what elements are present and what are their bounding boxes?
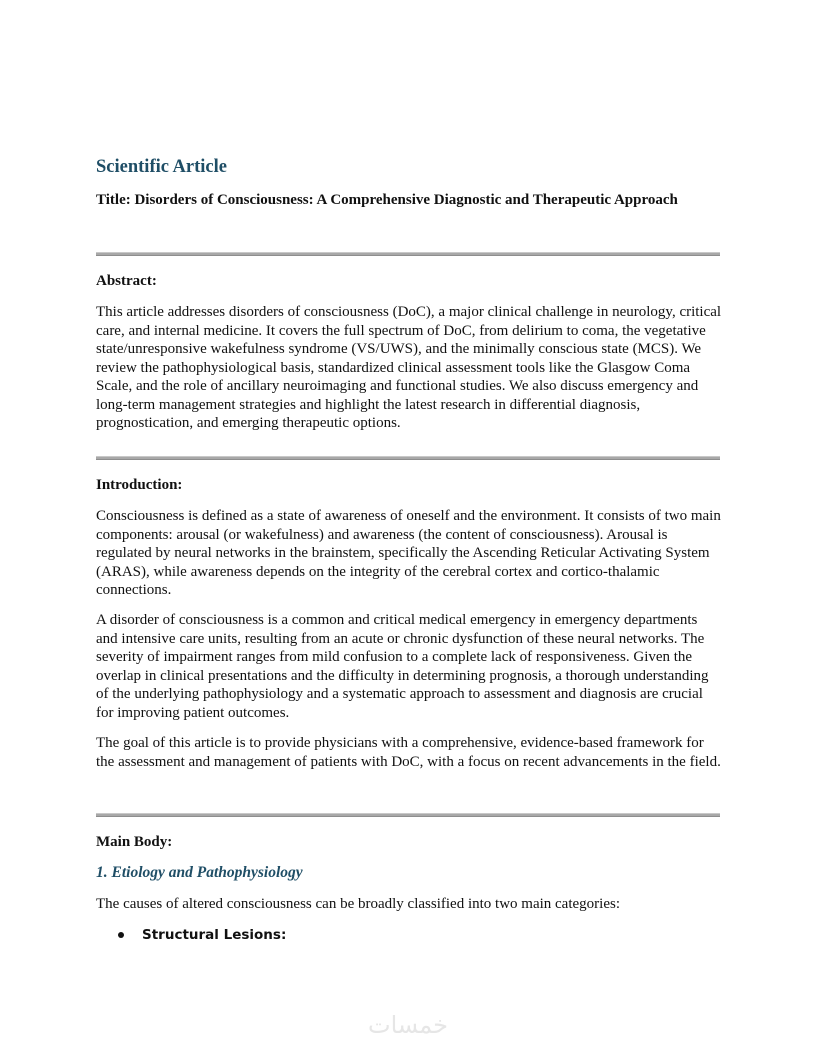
horizontal-divider xyxy=(96,813,720,817)
horizontal-divider xyxy=(96,456,720,460)
bullet-text: Structural Lesions: xyxy=(142,927,287,943)
introduction-heading: Introduction: xyxy=(96,477,183,493)
introduction-paragraph: Consciousness is defined as a state of awareness of oneself and the environment. It consists of two main components: arousal (or wakefulness) and awareness (the content of consciousness). Arousal is regulated by neural networks in the brainstem, specifically the Ascending Reticular Activating System (ARAS), while awareness depends on the integrity of the cerebral cortex and cortico-thalamic connections. xyxy=(96,508,721,598)
article-title: Title: Disorders of Consciousness: A Comprehensive Diagnostic and Therapeutic Approach xyxy=(96,192,678,208)
abstract-heading: Abstract: xyxy=(96,273,157,289)
watermark-logo xyxy=(356,1010,461,1040)
main-body-paragraph: The causes of altered consciousness can be broadly classified into two main categories: xyxy=(96,896,620,912)
watermark-text: خمسات xyxy=(367,1011,449,1039)
horizontal-divider xyxy=(96,252,720,256)
introduction-paragraph: The goal of this article is to provide physicians with a comprehensive, evidence-based framework for the assessment and management of patients with DoC, with a focus on recent advancements in the field. xyxy=(96,735,721,770)
document-type-label: Scientific Article xyxy=(96,157,227,177)
introduction-paragraph: A disorder of consciousness is a common and critical medical emergency in emergency departments and intensive care units, resulting from an acute or chronic dysfunction of these neural networks. The severity of impairment ranges from mild confusion to a complete lack of responsiveness. Given the overlap in clinical presentations and the difficulty in determining prognosis, a thorough understanding of the underlying pathophysiology and a systematic approach to assessment and diagnosis are crucial for improving patient outcomes. xyxy=(96,612,709,721)
subsection-heading: 1. Etiology and Pathophysiology xyxy=(96,864,303,881)
bullet-icon xyxy=(118,932,124,938)
bullet-list-item xyxy=(118,927,286,943)
abstract-paragraph: This article addresses disorders of consciousness (DoC), a major clinical challenge in neurology, critical care, and internal medicine. It covers the full spectrum of DoC, from delirium to coma, the vegetative state/unresponsive wakefulness syndrome (VS/UWS), and the minimally conscious state (MCS). We review the pathophysiological basis, standardized clinical assessment tools like the Glasgow Coma Scale, and the role of ancillary neuroimaging and functional studies. We also discuss emergency and long-term management strategies and highlight the latest research in differential diagnosis, prognostication, and emerging therapeutic options. xyxy=(96,304,722,431)
main-body-heading: Main Body: xyxy=(96,834,173,850)
